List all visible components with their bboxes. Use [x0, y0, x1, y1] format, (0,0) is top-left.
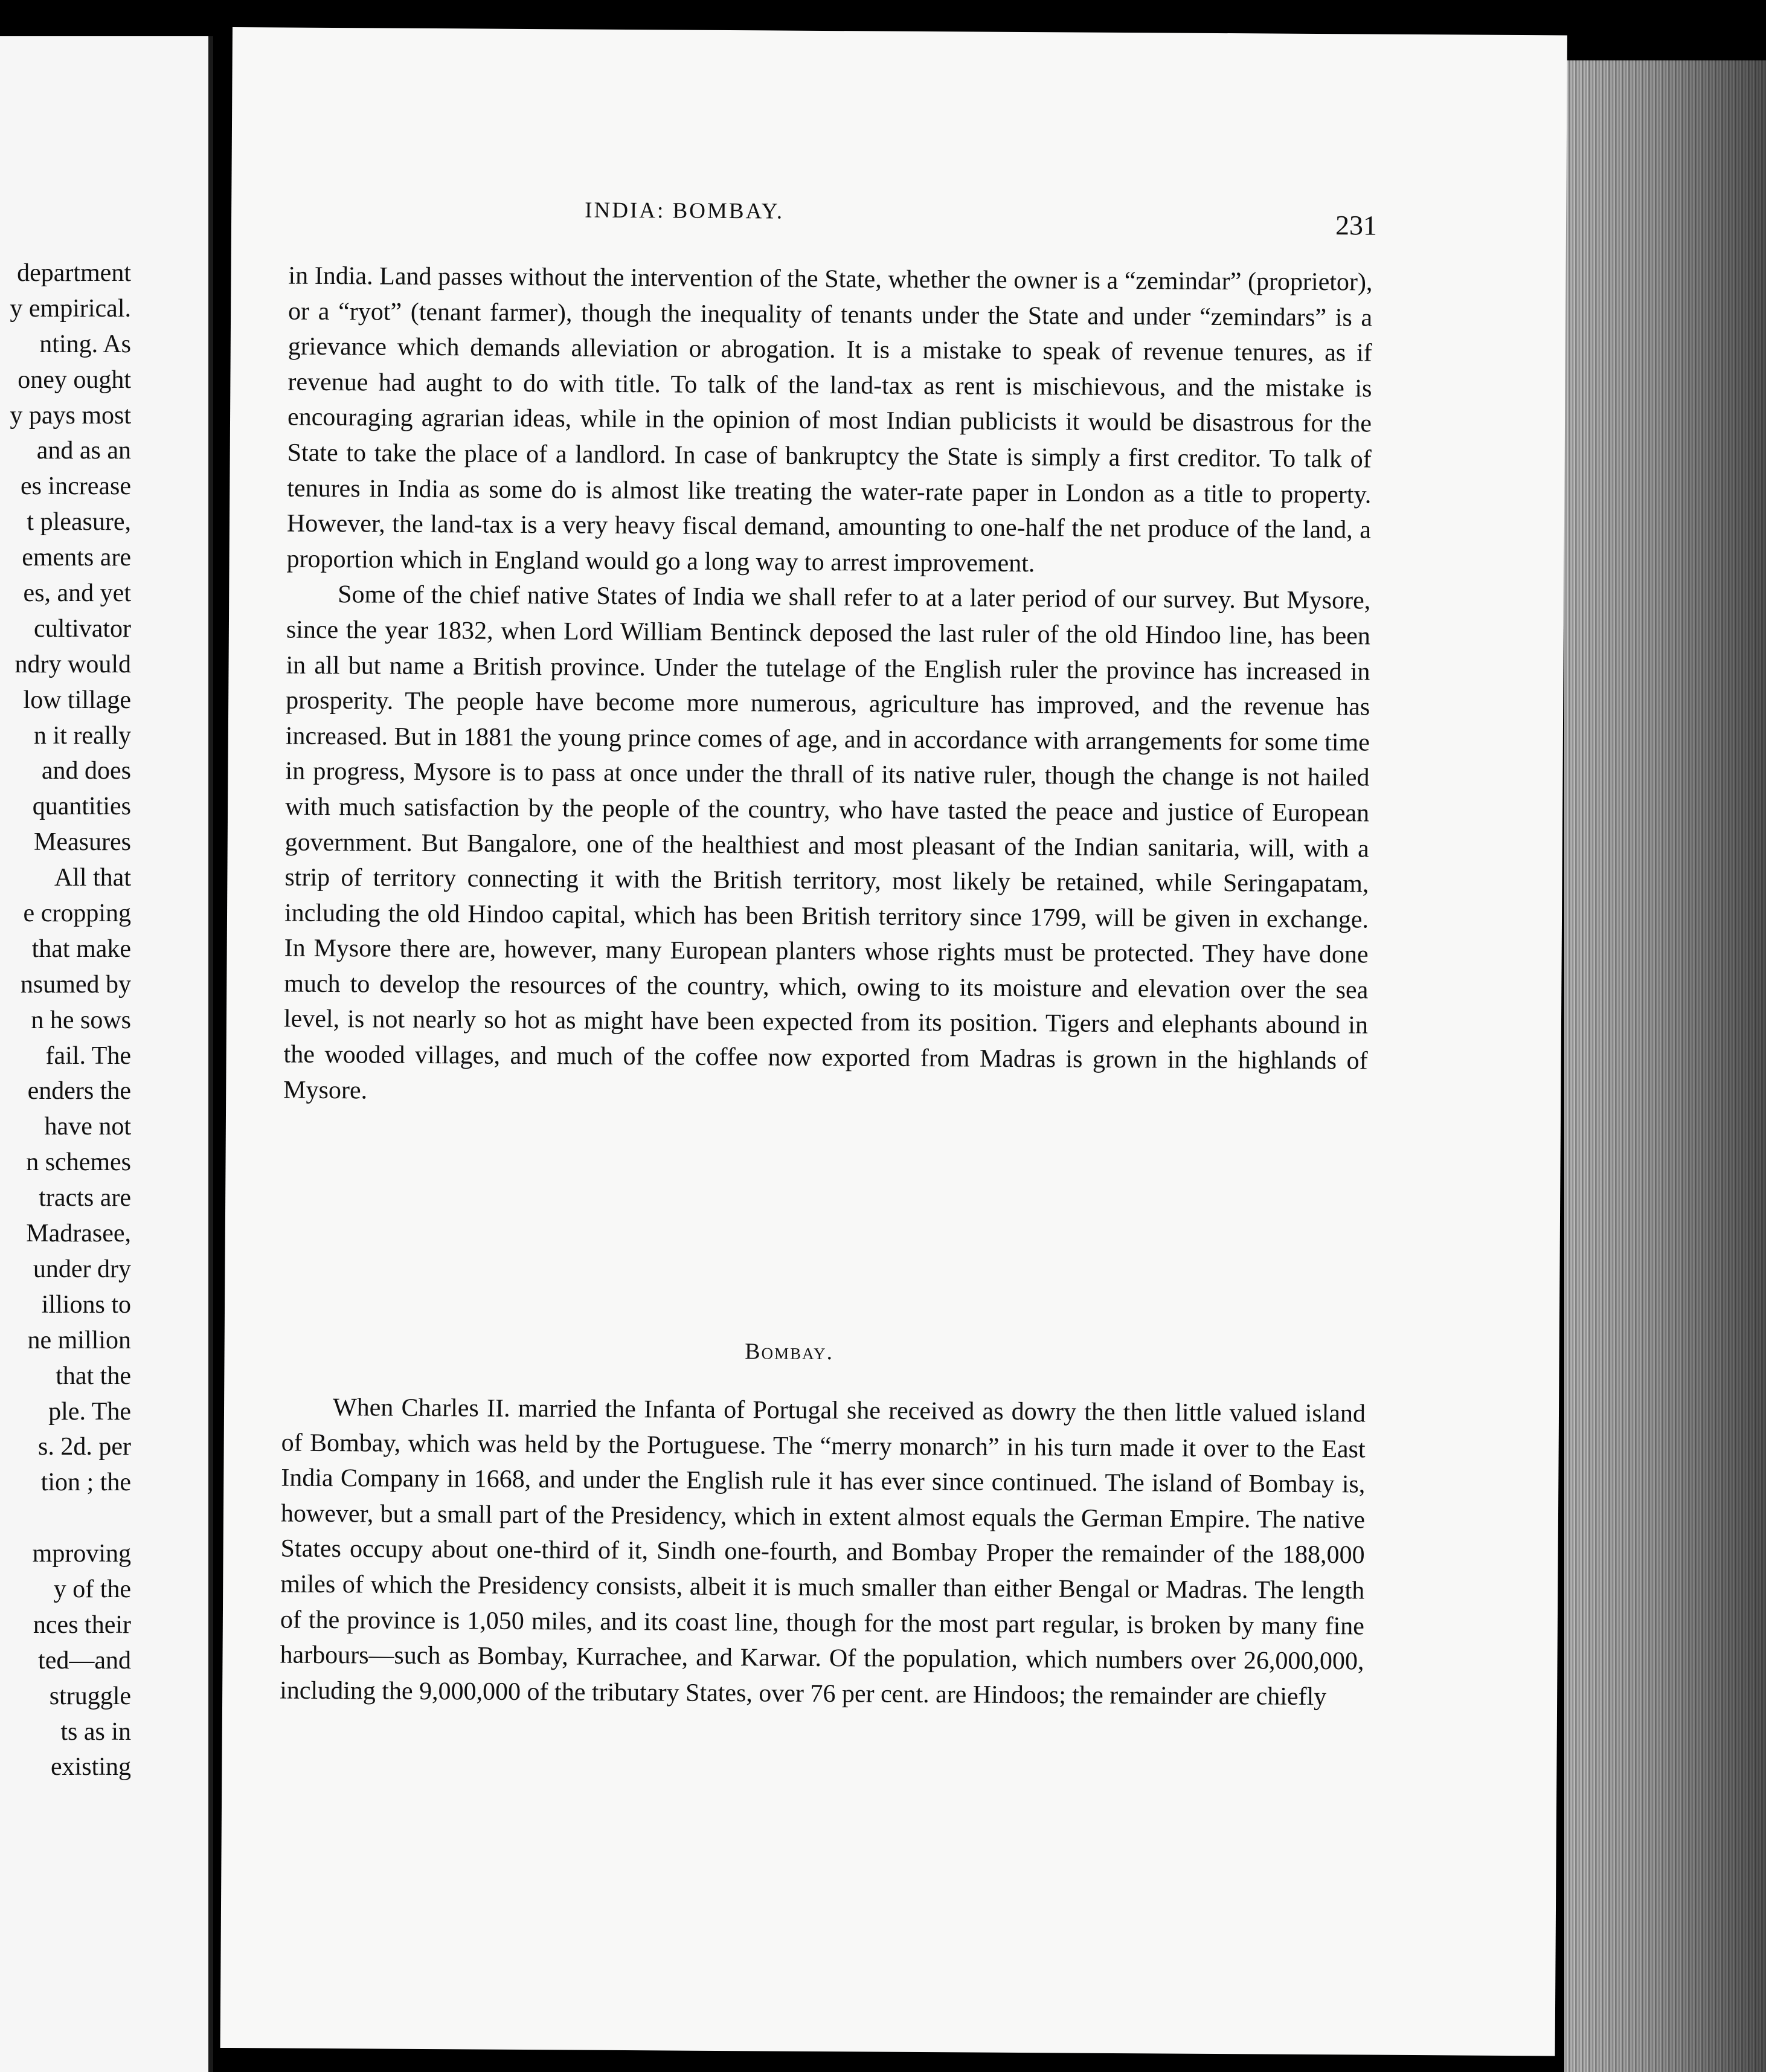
line-fragment: n he sows [31, 1006, 131, 1034]
line-fragment: nces their [33, 1610, 131, 1639]
line-fragment: ple. The [48, 1397, 131, 1426]
line-fragment: existing [51, 1753, 131, 1781]
line-fragment: ts as in [60, 1717, 131, 1746]
line-fragment: enders the [27, 1077, 131, 1105]
line-fragment: y of the [53, 1575, 131, 1603]
line-fragment: Measures [34, 828, 131, 857]
line-fragment: that the [56, 1362, 131, 1390]
line-fragment: under dry [33, 1255, 131, 1283]
line-fragment: illions to [41, 1290, 131, 1319]
line-fragment: mproving [32, 1540, 131, 1568]
line-fragment: y empirical. [10, 294, 131, 323]
line-fragment: nsumed by [20, 970, 131, 999]
line-fragment: e cropping [23, 899, 131, 928]
line-fragment: nting. As [39, 330, 131, 358]
line-fragment: fail. The [45, 1041, 131, 1070]
line-fragment: es, and yet [23, 579, 131, 608]
line-fragment: and does [41, 757, 131, 785]
paragraph: When Charles II. married the Infanta of Portugal she received as dowry the then little valued island of Bombay, which was held by the Portuguese. The “merry monarch” in his turn made it over to the East India Company in 1668, and under the English rule it has ever since continued. The island of Bombay is, however, but a small part of the Presidency, which in extent almost equals the German Empire. The native States occupy about one-third of it, Sindh one-fourth, and Bombay Proper the remainder of the 188,000 miles of which the Presidency consists, albeit it is much smaller than either Bengal or Madras. The length of the province is 1,050 miles, and its coast line, though for the most part regular, is broken by many fine harbours—such as Bombay, Kurrachee, and Karwar. Of the population, which numbers over 26,000,000, including the 9,000,000 of the tributary States, over 76 per cent. are Hindoos; the remainder are chiefly [280, 1394, 1366, 1711]
line-fragment: cultivator [34, 614, 131, 643]
line-fragment: s. 2d. per [38, 1433, 131, 1461]
body-text-upper [283, 259, 1373, 1115]
line-fragment: struggle [49, 1682, 131, 1710]
previous-page-text [0, 256, 131, 1785]
line-fragment: have not [44, 1113, 131, 1141]
line-fragment: All that [54, 864, 131, 892]
previous-page-fragment [0, 36, 213, 2072]
line-fragment: ndry would [14, 650, 131, 678]
line-fragment: quantities [32, 793, 131, 821]
line-fragment: oney ought [18, 365, 131, 394]
line-fragment: es increase [20, 472, 131, 501]
line-fragment: and as an [36, 437, 131, 465]
line-fragment: low tillage [23, 686, 131, 714]
running-head: INDIA: BOMBAY. [585, 198, 785, 224]
line-fragment: ements are [22, 544, 131, 572]
line-fragment: Madrasee, [26, 1220, 131, 1248]
paragraph: in India. Land passes without the intervention of the State, whether the owner is a “zemindar” (proprietor), or a “ryot” (tenant farmer), though the inequality of tenants under the State and under “zemindars” is a grievance which demands alleviation or abrogation. It is a mistake to speak of revenue tenures, as if revenue had aught to do with title. To talk of the land-tax as rent is mischievous, and the mistake is encouraging agrarian ideas, while in the opinion of most Indian publicists it would be disastrous for the State to take the place of a landlord. In case of bankruptcy the State is simply a first creditor. To talk of tenures in India as some do is almost like treating the water-rate paper in London as a title to property. However, the land-tax is a very heavy fiscal demand, amounting to one-half the net produce of the land, a proportion which in England would go a long way to arrest improvement. [286, 262, 1373, 578]
book-page [220, 27, 1567, 2056]
line-fragment: ne million [27, 1326, 131, 1354]
fore-edge-shadow [1564, 60, 1766, 2072]
line-fragment: tion ; the [40, 1469, 131, 1497]
line-fragment: department [17, 259, 131, 287]
line-fragment: that make [31, 935, 131, 963]
section-heading: Bombay. [745, 1339, 834, 1365]
paragraph: Some of the chief native States of India we shall refer to at a later period of our survey. But Mysore, since the year 1832, when Lord William Bentinck deposed the last ruler of the old Hindoo line, has been in all but name a British province. Under the tutelage of the English ruler the province has increased in prosperity. The people have become more numerous, agriculture has improved, and the revenue has increased. But in 1881 the young prince comes of age, and in accordance with arrangements for some time in progress, Mysore is to pass at once under the thrall of its native ruler, though the change is not hailed with much satisfaction by the people of the country, who have tasted the peace and justice of European government. But Bangalore, one of the healthiest and most pleasant of the Indian sanitaria, will, with a strip of territory connecting it with the British territory, most likely be retained, while Seringapatam, including the old Hindoo capital, which has been British territory since 1799, will be given in exchange. In Mysore there are, however, many European planters whose rights must be protected. They have done much to develop the resources of the country, which, owing to its moisture and elevation over the sea level, is not nearly so hot as might have been expected from its position. Tigers and elephants abound in the wooded villages, and much of the coffee now exported from Madras is grown in the highlands of Mysore. [283, 581, 1371, 1105]
line-fragment: n it really [34, 721, 131, 750]
line-fragment: tracts are [39, 1184, 131, 1212]
line-fragment: n schemes [26, 1148, 131, 1177]
line-fragment: t pleasure, [27, 508, 131, 536]
body-text-lower [280, 1390, 1366, 1715]
line-fragment: ted—and [38, 1646, 131, 1675]
page-number: 231 [1335, 210, 1378, 241]
line-fragment: y pays most [10, 401, 131, 430]
line-fragment [0, 1501, 131, 1536]
